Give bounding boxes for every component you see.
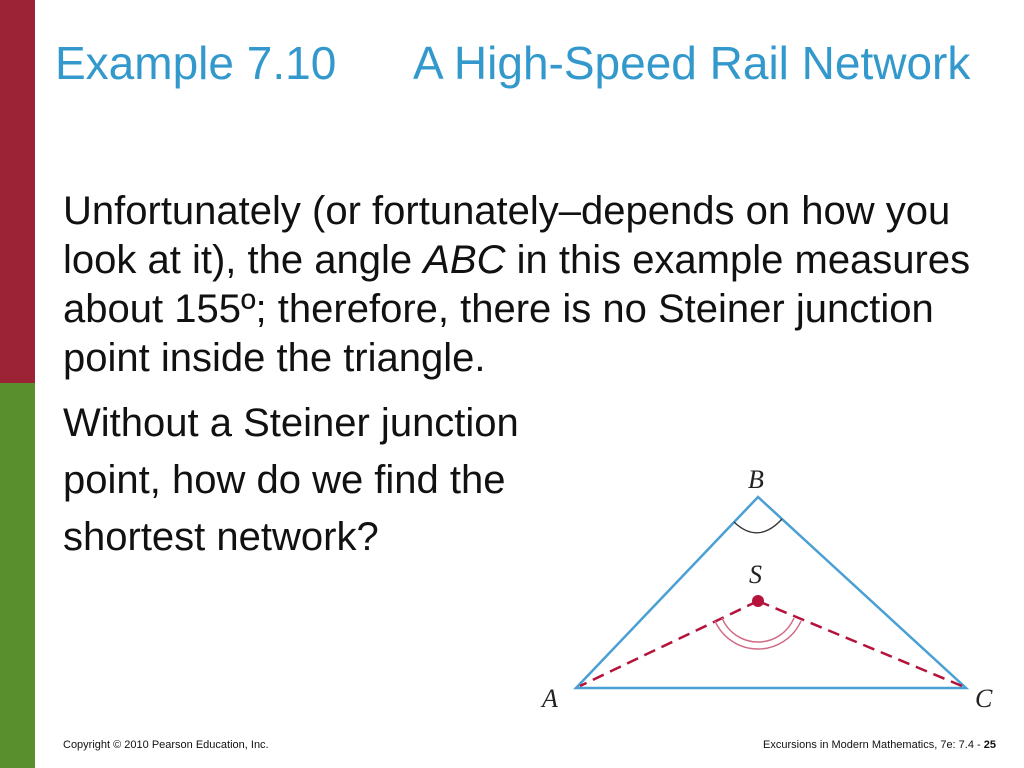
left-accent-bar-red (0, 0, 35, 383)
slide-title: A High-Speed Rail Network (413, 37, 971, 89)
angle-name: ABC (423, 238, 506, 282)
angle-b-arc (734, 519, 782, 533)
para1-text-start: Unfortunately (or fortunately–depends on how you look at it), the angle (63, 189, 951, 282)
label-s: S (749, 560, 762, 589)
body-paragraph-2: Without a Steiner junction point, how do we find the shortest network? (63, 401, 519, 559)
footer-copyright: Copyright © 2010 Pearson Education, Inc. (63, 739, 269, 751)
segment-sc (758, 601, 962, 686)
footer-course-info (763, 739, 996, 751)
point-s (752, 595, 764, 607)
para1-text-end: in this example measures about 155º; therefore, there is no Steiner junction point inside the triangle. (63, 238, 971, 380)
footer-course: Excursions in Modern Mathematics, 7e: 7.4 - (763, 739, 984, 751)
segment-sa (580, 601, 758, 686)
triangle-diagram (530, 455, 1010, 725)
angle-s-arc-inner (722, 618, 794, 642)
page-number: 25 (983, 739, 996, 751)
left-accent-bar-green (0, 383, 35, 768)
label-a: A (542, 684, 558, 713)
label-b: B (748, 465, 764, 494)
slide-title-number: Example 7.10 (55, 37, 337, 89)
angle-s-arc-outer (715, 621, 801, 649)
body-paragraph-1 (63, 187, 1008, 383)
label-c: C (975, 684, 993, 713)
